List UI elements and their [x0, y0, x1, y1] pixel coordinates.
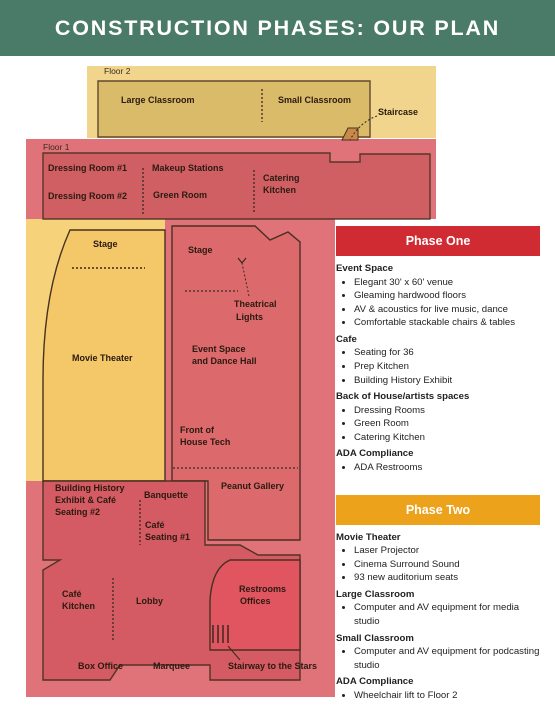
catering-kitchen-label-2: Kitchen	[263, 185, 297, 195]
list-item: • Elegant 30' x 60' venue	[354, 276, 540, 290]
cafe-seating-1-label: Café	[145, 520, 165, 530]
list-item: • Dressing Rooms	[354, 404, 540, 418]
small-classroom-label: Small Classroom	[278, 95, 352, 105]
list-item: • Prep Kitchen	[354, 360, 540, 374]
marquee-label: Marquee	[153, 661, 191, 671]
staircase-label: Staircase	[378, 107, 419, 117]
list-item: • Computer and AV equipment for media studio	[354, 601, 540, 628]
cafe-kitchen-label: Café	[62, 589, 82, 599]
phase-one-header: Phase One	[336, 226, 540, 256]
list-item: • Gleaming hardwood floors	[354, 289, 540, 303]
phase-two-section-heading: Small Classroom	[336, 632, 414, 644]
catering-kitchen-label: Catering	[263, 173, 300, 183]
offices-label: Offices	[240, 596, 271, 606]
event-space-label: Event Space	[192, 344, 246, 354]
phase-two-list	[336, 531, 540, 703]
phase-one-section-heading: Back of House/artists spaces	[336, 391, 470, 403]
front-of-house-label: Front of	[180, 425, 214, 435]
lobby-label: Lobby	[136, 596, 163, 606]
phase-one-section-heading: Cafe	[336, 333, 357, 345]
phase-one-section-heading: Event Space	[336, 263, 394, 274]
cafe-kitchen-label-2: Kitchen	[62, 601, 96, 611]
large-classroom-label: Large Classroom	[121, 95, 195, 105]
event-space-label-2: and Dance Hall	[192, 356, 257, 366]
phase-two-section-heading: ADA Compliance	[336, 676, 414, 688]
floor2-outline	[98, 81, 370, 137]
list-item: • 93 new auditorium seats	[354, 571, 540, 585]
phase-one-section-heading: ADA Compliance	[336, 448, 414, 460]
list-item: • ADA Restrooms	[354, 461, 540, 475]
list-item: • AV & acoustics for live music, dance	[354, 303, 540, 317]
makeup-stations-label: Makeup Stations	[152, 163, 224, 173]
phase-two-header: Phase Two	[336, 495, 540, 525]
dressing-room-1-label: Dressing Room #1	[48, 163, 128, 173]
theatrical-lights-label: Theatrical	[234, 299, 277, 309]
list-item: • Seating for 36	[354, 346, 540, 360]
box-office-label: Box Office	[78, 661, 124, 671]
front-of-house-label-2: House Tech	[180, 437, 231, 447]
floor1-label: Floor 1	[43, 142, 70, 152]
list-item: • Catering Kitchen	[354, 431, 540, 445]
stage-left-label: Stage	[93, 239, 118, 249]
floor2-label: Floor 2	[104, 66, 131, 76]
phase-two-section-heading: Movie Theater	[336, 531, 401, 543]
phase-two-section-heading: Large Classroom	[336, 588, 415, 600]
list-item: • Cinema Surround Sound	[354, 558, 540, 572]
green-room-label: Green Room	[153, 190, 208, 200]
stage-right-label: Stage	[188, 245, 213, 255]
stairway-label: Stairway to the Stars	[228, 661, 318, 671]
building-history-label: Building History	[55, 483, 125, 493]
phase-panel	[336, 226, 540, 702]
list-item: • Wheelchair lift to Floor 2	[354, 689, 540, 703]
building-history-label-2: Exhibit & Café	[55, 495, 117, 505]
cafe-seating-1-label-2: Seating #1	[145, 532, 191, 542]
list-item: • Green Room	[354, 417, 540, 431]
movie-theater-label: Movie Theater	[72, 353, 133, 363]
list-item: • Comfortable stackable chairs & tables	[354, 316, 540, 330]
phase-one-list	[336, 262, 540, 475]
page-title: CONSTRUCTION PHASES: OUR PLAN	[0, 0, 555, 56]
list-item: • Computer and AV equipment for podcasting studio	[354, 645, 540, 672]
peanut-gallery-label: Peanut Gallery	[221, 481, 285, 491]
banquette-label: Banquette	[144, 490, 189, 500]
restrooms-label: Restrooms	[239, 584, 287, 594]
theatrical-lights-label-2: Lights	[236, 312, 263, 322]
list-item: • Building History Exhibit	[354, 374, 540, 388]
building-history-label-3: Seating #2	[55, 507, 101, 517]
list-item: • Laser Projector	[354, 544, 540, 558]
dressing-room-2-label: Dressing Room #2	[48, 191, 128, 201]
